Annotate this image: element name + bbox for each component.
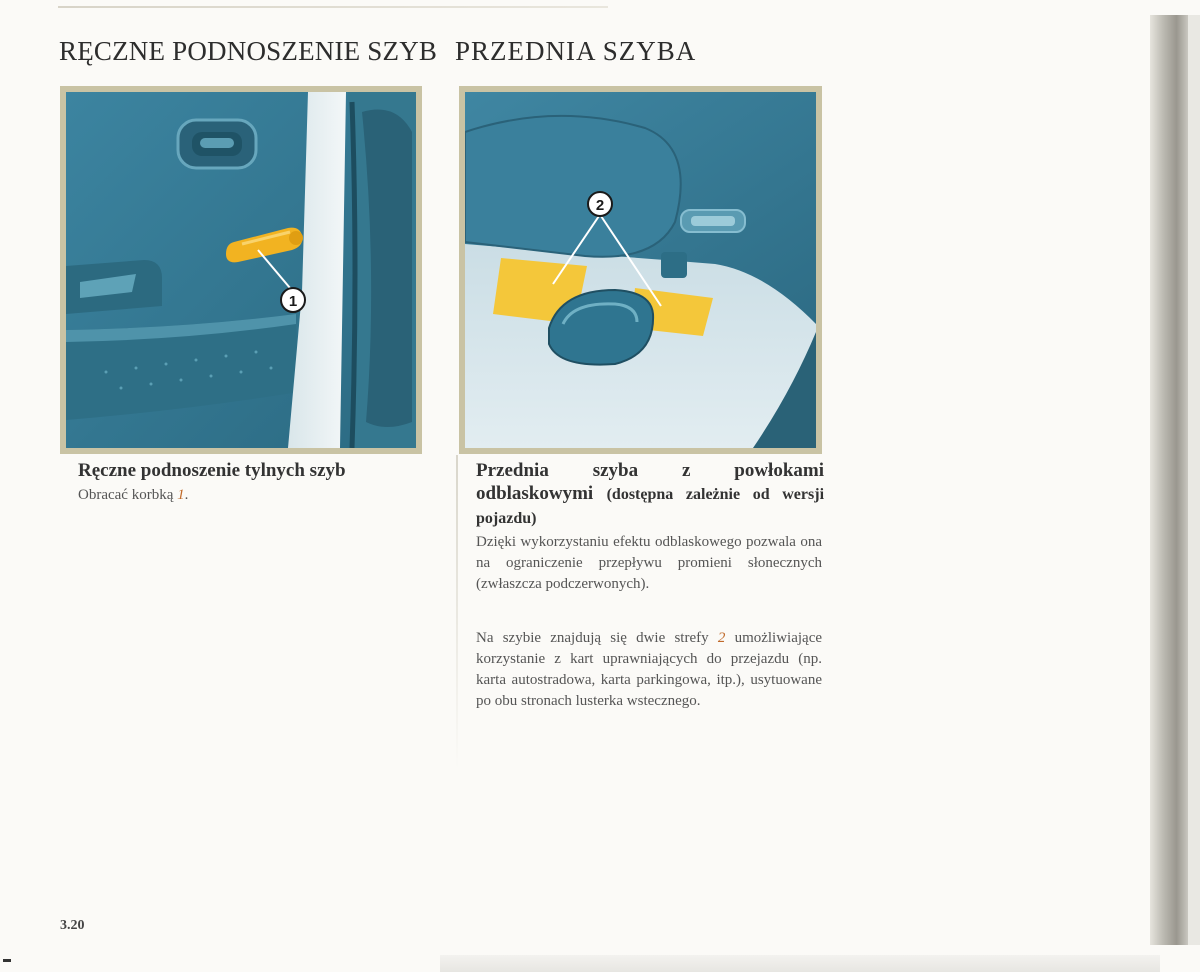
column-divider <box>456 455 458 770</box>
page-edge-cap <box>1188 15 1200 945</box>
windscreen-illustration <box>465 92 816 448</box>
corner-mark <box>3 959 11 962</box>
callout-1-badge <box>281 288 305 312</box>
paragraph-crank-text: Obracać korbką <box>78 487 174 503</box>
windscreen-photo <box>465 92 816 448</box>
paragraph-reflective-effect: Dzięki wykorzystaniu efektu odblaskowego pozwala ona na ograniczenie przepływu promieni słonecznych (zwłaszcza podczerwonych). <box>476 534 822 592</box>
photo-frame-windscreen <box>459 86 822 454</box>
svg-text:1: 1 <box>288 293 298 310</box>
mirror-mount <box>661 252 687 278</box>
callout-2-badge <box>588 192 612 216</box>
paragraph-crank-instruction <box>78 485 408 506</box>
svg-text:2: 2 <box>595 197 605 214</box>
top-rule <box>58 6 608 8</box>
paragraph-zones-start: Na szybie znajdują się dwie strefy <box>476 630 709 646</box>
ref-number-1: 1 <box>177 487 185 503</box>
section-title-windscreen: PRZEDNIA SZYBA <box>455 36 697 66</box>
subheading-main: Przednia szyba z powłokami odblaskowymi <box>476 460 824 504</box>
rear-door-illustration <box>66 92 416 448</box>
ref-number-2: 2 <box>717 630 726 646</box>
photo-frame-rear-door <box>60 86 422 454</box>
page-edge-shadow <box>1150 15 1188 945</box>
courtesy-light <box>681 210 745 232</box>
sun-visor <box>465 116 681 257</box>
door-handle <box>178 120 256 168</box>
section-title-manual-windows: RĘCZNE PODNOSZENIE SZYB <box>59 36 438 66</box>
paragraph-card-zones <box>476 628 822 712</box>
paragraph-crank-end: . <box>184 487 189 503</box>
subheading-rear-windows: Ręczne podnoszenie tylnych szyb <box>78 460 346 481</box>
subheading-reflective-windscreen <box>476 459 824 530</box>
paragraph-zones-end: umożliwiające korzystanie z kart uprawniających do przejazdu (np. karta autostradowa, karta parkingowa, itp.), usytuowane po obu stronach lusterka wstecznego. <box>476 630 823 709</box>
page-edge-bottom <box>440 955 1160 972</box>
subheading-note: (dostępna zależnie od wersji pojazdu) <box>476 486 825 527</box>
rear-door-photo <box>66 92 416 448</box>
page-number: 3.20 <box>60 918 85 933</box>
